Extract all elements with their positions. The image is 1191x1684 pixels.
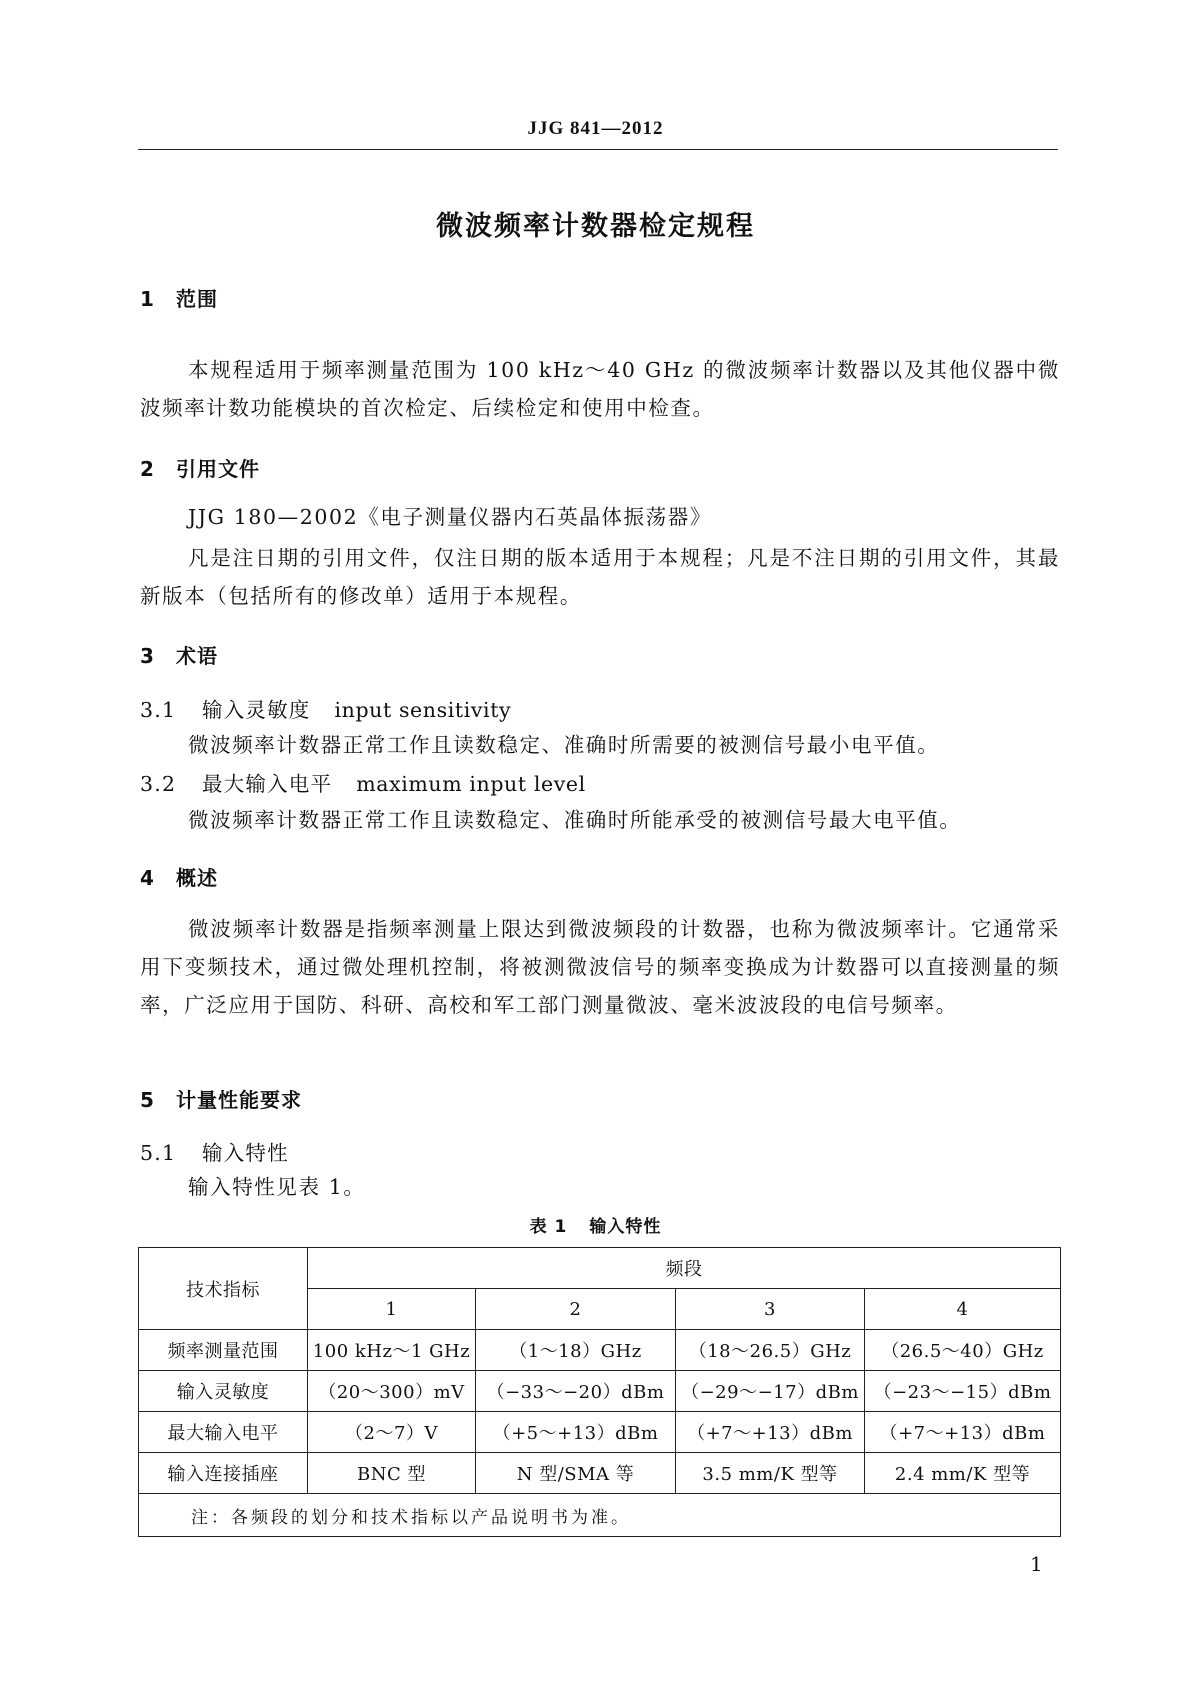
section-number: 2: [140, 457, 155, 481]
section-4-heading: [140, 862, 218, 891]
table-header-row: [139, 1248, 1061, 1289]
document-title: 微波频率计数器检定规程: [436, 211, 755, 242]
band-header: 3: [676, 1289, 865, 1330]
input-characteristics-table: [138, 1247, 1061, 1537]
section-title: 范围: [176, 287, 218, 311]
band-header: 4: [865, 1289, 1061, 1330]
section-2-heading: [140, 453, 260, 482]
section-number: 4: [140, 866, 155, 890]
corner-header: 技术指标: [139, 1248, 308, 1330]
term-chinese: 输入灵敏度: [202, 698, 311, 722]
term-number: 3.1: [140, 698, 177, 722]
table-cell: （+7～+13）dBm: [676, 1412, 865, 1453]
row-label: 频率测量范围: [139, 1330, 308, 1371]
section-number: 5: [140, 1088, 155, 1112]
table-row: [139, 1330, 1061, 1371]
section-3-heading: [140, 640, 218, 669]
table-cell: 3.5 mm/K 型等: [676, 1453, 865, 1494]
term-3-1: [140, 693, 511, 723]
subsection-5-1: [140, 1136, 289, 1166]
row-label: 输入灵敏度: [139, 1371, 308, 1412]
table-cell: （−33～−20）dBm: [476, 1371, 676, 1412]
section-5-paragraph: 输入特性见表 1。: [188, 1175, 366, 1199]
table-note-row: [139, 1494, 1061, 1537]
header-rule: [138, 149, 1058, 150]
row-label: 最大输入电平: [139, 1412, 308, 1453]
referenced-document: JJG 180—2002《电子测量仪器内石英晶体振荡器》: [188, 505, 712, 529]
table-cell: （20～300）mV: [308, 1371, 476, 1412]
table-caption: [0, 1212, 1191, 1237]
table-cell: （18～26.5）GHz: [676, 1330, 865, 1371]
subsection-title: 输入特性: [202, 1141, 289, 1165]
table-cell: 2.4 mm/K 型等: [865, 1453, 1061, 1494]
band-group-header: 频段: [308, 1248, 1061, 1289]
table-cell: （2～7）V: [308, 1412, 476, 1453]
table-row: [139, 1453, 1061, 1494]
section-2-paragraph: 凡是注日期的引用文件，仅注日期的版本适用于本规程；凡是不注日期的引用文件，其最新版本（包括所有的修改单）适用于本规程。: [140, 546, 1060, 608]
section-4-paragraph: 微波频率计数器是指频率测量上限达到微波频段的计数器，也称为微波频率计。它通常采用下变频技术，通过微处理机控制，将被测微波信号的频率变换成为计数器可以直接测量的频率，广泛应用于国防、科研、高校和军工部门测量微波、毫米波波段的电信号频率。: [140, 917, 1060, 1017]
section-number: 1: [140, 287, 155, 311]
term-english: maximum input level: [356, 772, 586, 796]
table-cell: （+5～+13）dBm: [476, 1412, 676, 1453]
table-cell: （+7～+13）dBm: [865, 1412, 1061, 1453]
term-3-1-definition: 微波频率计数器正常工作且读数稳定、准确时所需要的被测信号最小电平值。: [188, 733, 940, 757]
term-3-2-definition: 微波频率计数器正常工作且读数稳定、准确时所能承受的被测信号最大电平值。: [188, 808, 962, 832]
section-title: 计量性能要求: [176, 1088, 302, 1112]
table-label: 表 1: [529, 1217, 568, 1237]
section-number: 3: [140, 644, 155, 668]
section-title: 概述: [176, 866, 218, 890]
table-cell: BNC 型: [308, 1453, 476, 1494]
section-title: 引用文件: [176, 457, 260, 481]
band-header: 2: [476, 1289, 676, 1330]
section-5-heading: [140, 1084, 302, 1113]
table-cell: （−23～−15）dBm: [865, 1371, 1061, 1412]
table-note: 注：各频段的划分和技术指标以产品说明书为准。: [139, 1494, 1061, 1537]
table-row: [139, 1412, 1061, 1453]
standard-code-header: JJG 841—2012: [527, 118, 664, 139]
section-1-heading: [140, 283, 218, 312]
term-english: input sensitivity: [334, 698, 512, 722]
table-cell: （−29～−17）dBm: [676, 1371, 865, 1412]
page-number: 1: [1030, 1552, 1043, 1576]
table-row: [139, 1371, 1061, 1412]
term-3-2: [140, 767, 586, 797]
table-cell: （26.5～40）GHz: [865, 1330, 1061, 1371]
subsection-number: 5.1: [140, 1141, 177, 1165]
term-number: 3.2: [140, 772, 177, 796]
band-header: 1: [308, 1289, 476, 1330]
section-1-paragraph: 本规程适用于频率测量范围为 100 kHz～40 GHz 的微波频率计数器以及其他仪器中微波频率计数功能模块的首次检定、后续检定和使用中检查。: [140, 358, 1060, 420]
table-cell: N 型/SMA 等: [476, 1453, 676, 1494]
section-title: 术语: [176, 644, 218, 668]
row-label: 输入连接插座: [139, 1453, 308, 1494]
table-cell: 100 kHz～1 GHz: [308, 1330, 476, 1371]
table-title: 输入特性: [589, 1217, 662, 1237]
term-chinese: 最大输入电平: [202, 772, 333, 796]
table-cell: （1～18）GHz: [476, 1330, 676, 1371]
